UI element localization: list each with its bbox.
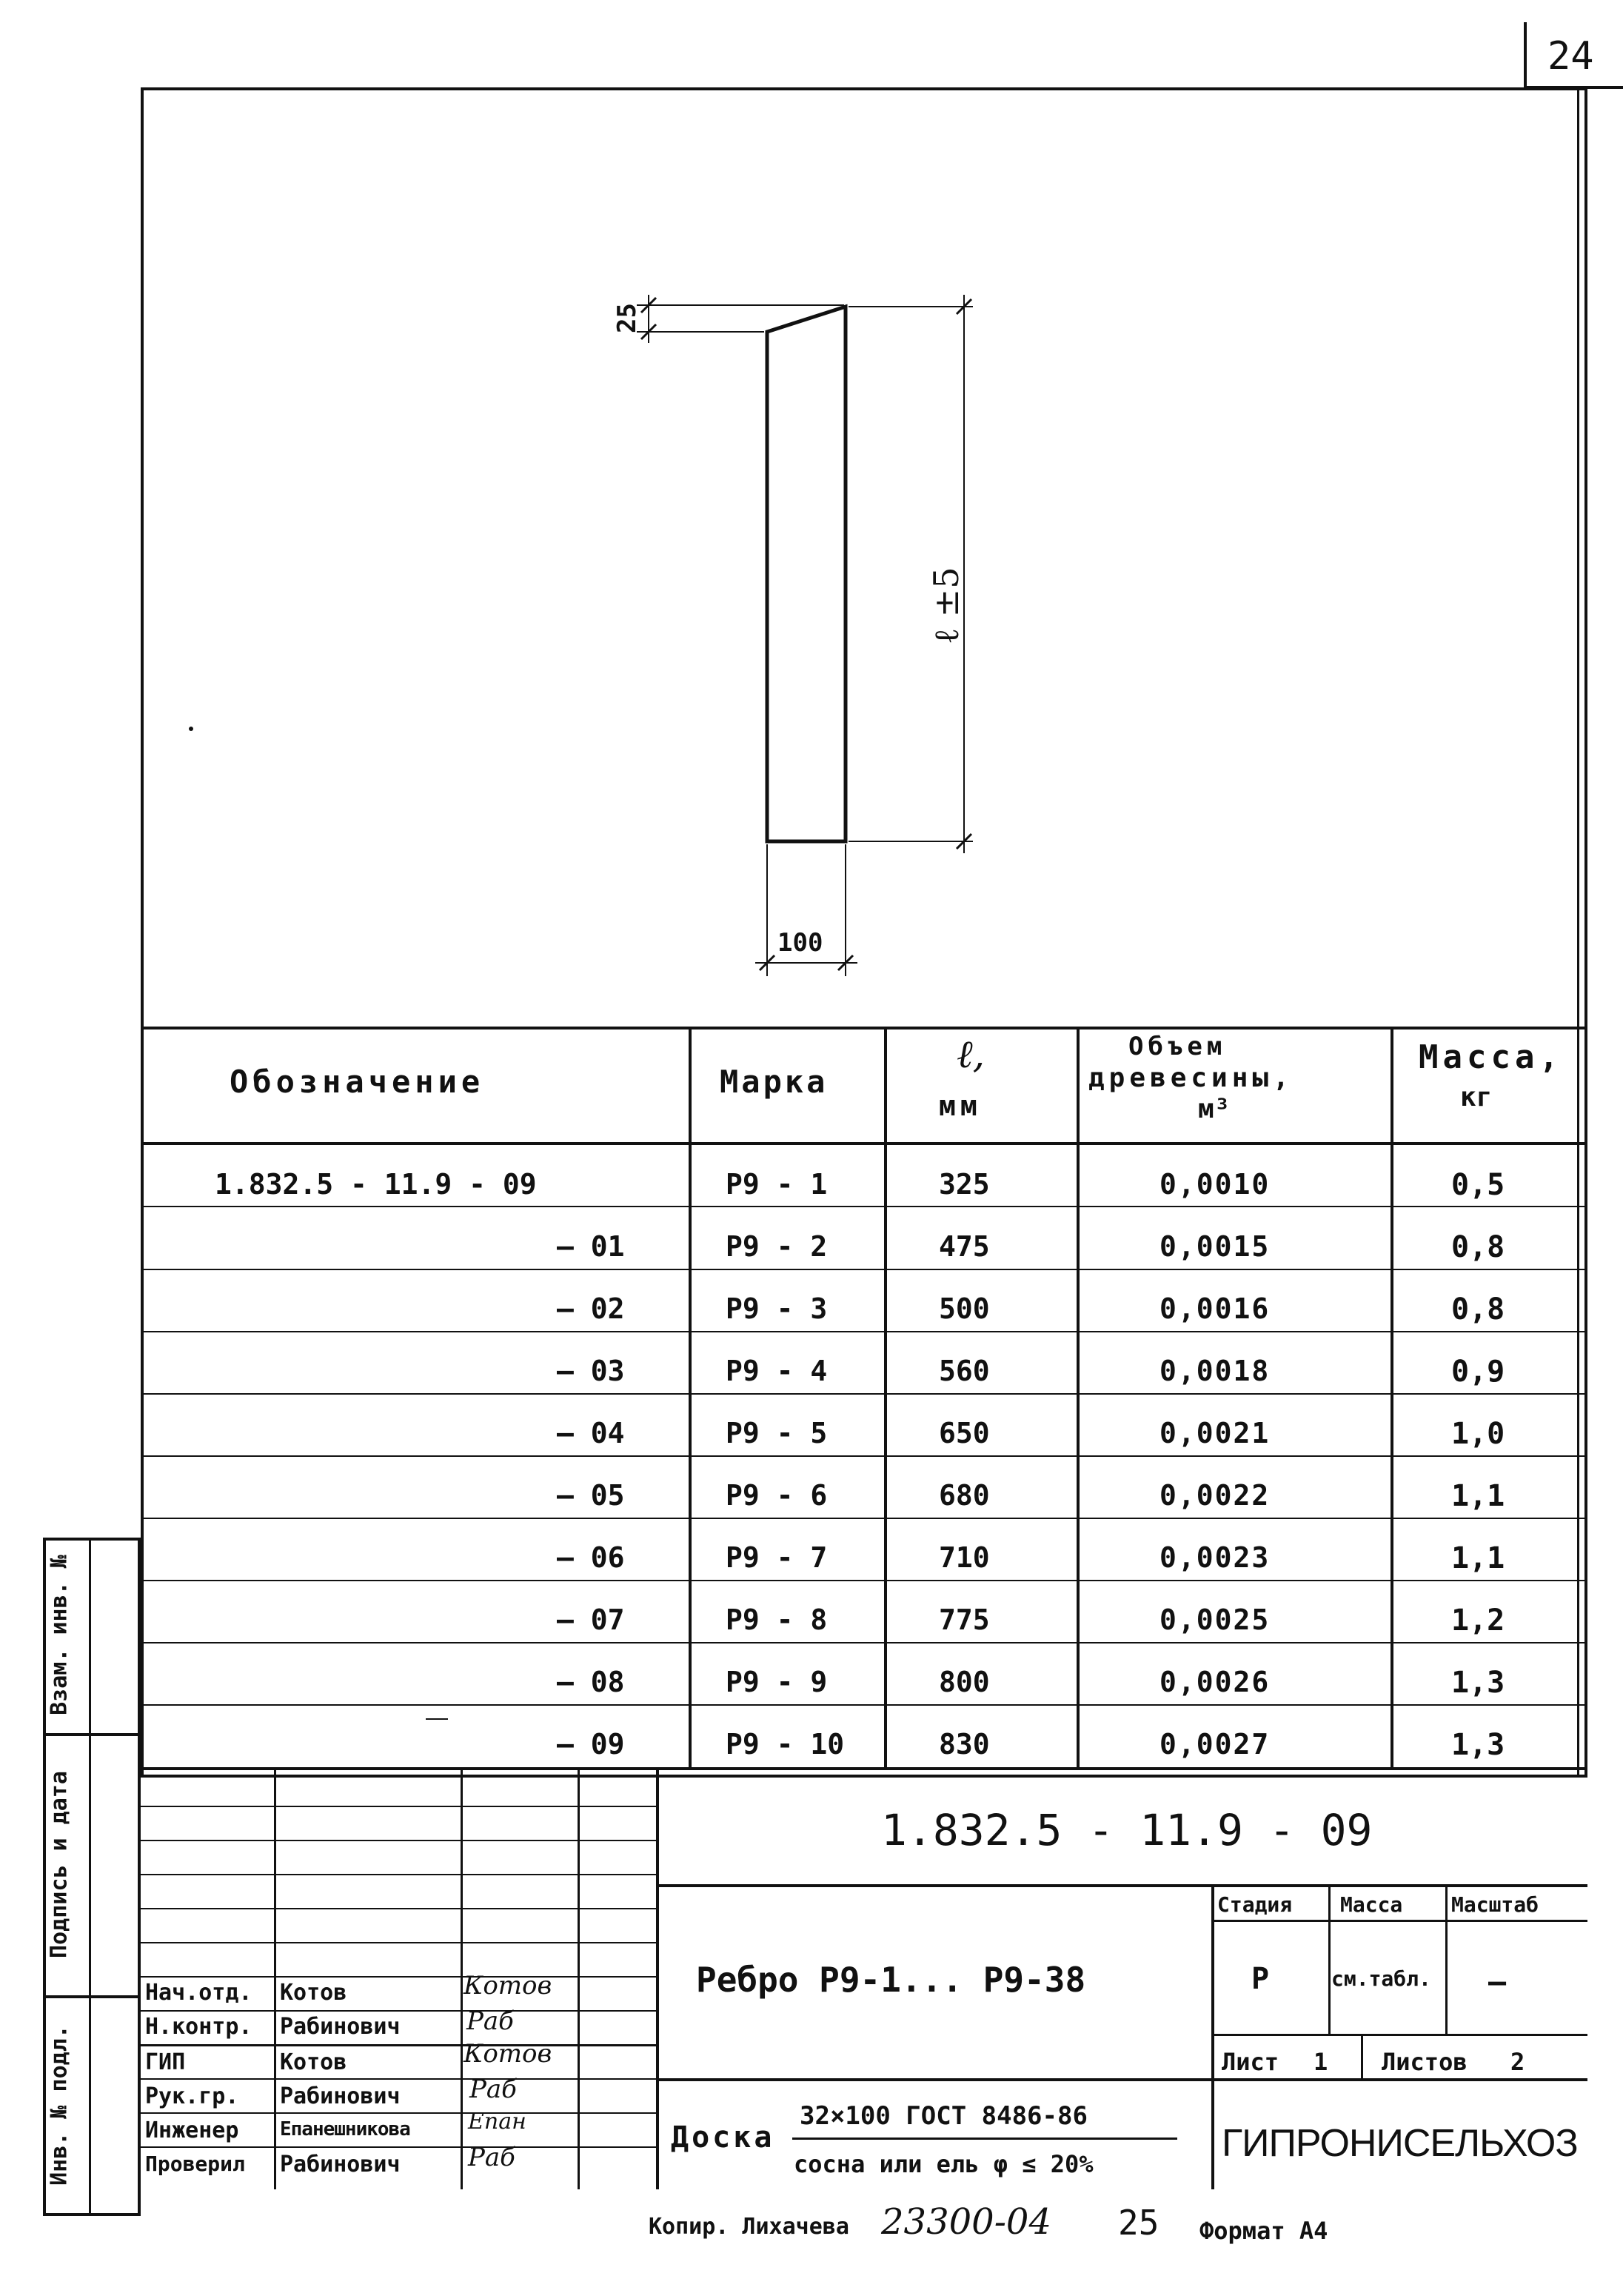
footer-doc-number: 23300-04 bbox=[881, 2201, 1051, 2243]
sheet-number-box-left bbox=[1524, 22, 1527, 89]
part-drawing bbox=[141, 87, 1587, 1028]
table-row-mass: 1,1 bbox=[1451, 1479, 1505, 1513]
table-row-mark: Р9 - 6 bbox=[726, 1479, 828, 1512]
table-row-designation: — 05 bbox=[557, 1479, 625, 1512]
table-row-volume: 0,0018 bbox=[1159, 1355, 1271, 1387]
signatory-signature: Епан bbox=[468, 2109, 526, 2135]
document-code: 1.832.5 - 11.9 - 09 bbox=[881, 1805, 1373, 1855]
sheet-value: 1 bbox=[1314, 2048, 1328, 2076]
table-row-designation: — 03 bbox=[557, 1355, 625, 1387]
table-row-volume: 0,0026 bbox=[1159, 1666, 1271, 1698]
header-mass-unit: кг bbox=[1460, 1082, 1493, 1112]
table-row-designation: — 08 bbox=[557, 1666, 625, 1698]
table-row-mass: 1,0 bbox=[1451, 1417, 1505, 1451]
table-row-designation: — 01 bbox=[557, 1230, 625, 1263]
table-row-designation: 1.832.5 - 11.9 - 09 bbox=[215, 1168, 537, 1201]
table-row-volume: 0,0025 bbox=[1159, 1603, 1271, 1636]
table-row-length: 800 bbox=[939, 1666, 990, 1698]
table-row-mark: Р9 - 8 bbox=[726, 1603, 828, 1636]
material-label: Доска bbox=[671, 2120, 775, 2155]
table-row-volume: 0,0016 bbox=[1159, 1292, 1271, 1325]
material-spec: 32×100 ГОСТ 8486-86 bbox=[800, 2101, 1088, 2131]
header-volume-unit: м³ bbox=[1198, 1094, 1231, 1124]
mass-label: Масса bbox=[1340, 1892, 1403, 1917]
table-row-volume: 0,0021 bbox=[1159, 1417, 1271, 1449]
dim-top-label: 25 bbox=[612, 303, 642, 333]
table-row-mass: 0,9 bbox=[1451, 1355, 1505, 1389]
table-row-volume: 0,0022 bbox=[1159, 1479, 1271, 1512]
signatory-signature: Раб bbox=[466, 2006, 514, 2036]
table-row-length: 650 bbox=[939, 1417, 990, 1449]
header-mark: Марка bbox=[720, 1064, 829, 1100]
table-row-mass: 0,5 bbox=[1451, 1168, 1505, 1202]
table-row-mark: Р9 - 1 bbox=[726, 1168, 828, 1201]
signatory-role: Инженер bbox=[145, 2118, 239, 2143]
signatory-name: Рабинович bbox=[280, 2083, 401, 2109]
signatory-role: Нач.отд. bbox=[145, 1980, 252, 2006]
dim-length-label: ℓ ±5 bbox=[926, 567, 966, 644]
signatory-name: Котов bbox=[280, 2049, 347, 2075]
table-row-mass: 0,8 bbox=[1451, 1292, 1505, 1326]
stage-value: Р bbox=[1251, 1962, 1270, 1996]
signatory-signature: Раб bbox=[469, 2075, 517, 2104]
table-row-length: 775 bbox=[939, 1603, 990, 1636]
table-row-length: 325 bbox=[939, 1168, 990, 1201]
table-row-length: 830 bbox=[939, 1728, 990, 1761]
table-row-mark: Р9 - 10 bbox=[726, 1728, 845, 1761]
sheets-value: 2 bbox=[1510, 2048, 1525, 2076]
organization-name: ГИПРОНИСЕЛЬХОЗ bbox=[1222, 2122, 1578, 2165]
table-row-length: 710 bbox=[939, 1541, 990, 1574]
table-row-mark: Р9 - 7 bbox=[726, 1541, 828, 1574]
table-row-length: 475 bbox=[939, 1230, 990, 1263]
signatory-role: Проверил bbox=[145, 2152, 245, 2176]
table-row-mark: Р9 - 4 bbox=[726, 1355, 828, 1387]
table-row-length: 680 bbox=[939, 1479, 990, 1512]
table-row-mass: 1,3 bbox=[1451, 1666, 1505, 1700]
table-row-designation: — 06 bbox=[557, 1541, 625, 1574]
signatory-name: Рабинович bbox=[280, 2014, 401, 2040]
header-length-symbol: ℓ, bbox=[957, 1032, 985, 1077]
table-row-volume: 0,0015 bbox=[1159, 1230, 1271, 1263]
table-row-designation: — 07 bbox=[557, 1603, 625, 1636]
material-species: сосна или ель φ ≤ 20% bbox=[794, 2150, 1094, 2178]
sheet-label: Лист bbox=[1222, 2048, 1279, 2076]
table-row-mass: 1,1 bbox=[1451, 1541, 1505, 1575]
table-row-mass: 1,2 bbox=[1451, 1603, 1505, 1638]
spec-table bbox=[141, 1027, 1587, 1778]
header-designation: Обозначение bbox=[230, 1064, 485, 1100]
footer-copied-by: Копир. Лихачева bbox=[649, 2214, 849, 2240]
scale-value: — bbox=[1488, 1965, 1507, 1999]
table-row-length: 500 bbox=[939, 1292, 990, 1325]
table-dash-mark bbox=[426, 1718, 448, 1720]
table-row-mark: Р9 - 5 bbox=[726, 1417, 828, 1449]
signatory-signature: Раб bbox=[468, 2143, 515, 2172]
header-volume-line1: Объем bbox=[1128, 1032, 1227, 1061]
dim-width-label: 100 bbox=[777, 928, 823, 958]
signatory-name: Епанешникова bbox=[280, 2118, 410, 2140]
table-row-mark: Р9 - 2 bbox=[726, 1230, 828, 1263]
signatory-signature: Котов bbox=[464, 2039, 552, 2069]
side-stamp-inv-original: Инв. № подл. bbox=[46, 2025, 73, 2186]
table-row-length: 560 bbox=[939, 1355, 990, 1387]
sheet-number: 24 bbox=[1547, 34, 1594, 79]
table-row-volume: 0,0010 bbox=[1159, 1168, 1271, 1201]
signatory-role: ГИП bbox=[145, 2049, 186, 2075]
header-mass: Масса, bbox=[1419, 1038, 1563, 1076]
table-row-mass: 0,8 bbox=[1451, 1230, 1505, 1264]
footer-format: Формат А4 bbox=[1199, 2217, 1328, 2245]
signatory-role: Рук.гр. bbox=[145, 2083, 239, 2109]
sheets-label: Листов bbox=[1382, 2048, 1468, 2076]
table-row-mass: 1,3 bbox=[1451, 1728, 1505, 1762]
table-row-volume: 0,0027 bbox=[1159, 1728, 1271, 1761]
table-row-designation: — 04 bbox=[557, 1417, 625, 1449]
table-row-designation: — 02 bbox=[557, 1292, 625, 1325]
document-title: Ребро Р9-1... Р9-38 bbox=[696, 1960, 1086, 2000]
stage-label: Стадия bbox=[1217, 1892, 1293, 1917]
signatory-role: Н.контр. bbox=[145, 2014, 252, 2040]
side-stamp-replacement-inv: Взам. инв. № bbox=[46, 1555, 73, 1715]
scale-label: Масштаб bbox=[1451, 1892, 1539, 1917]
footer-page: 25 bbox=[1118, 2203, 1159, 2243]
side-stamp-signature-date: Подпись и дата bbox=[46, 1771, 73, 1958]
header-length-unit: мм bbox=[939, 1089, 982, 1122]
signatory-name: Котов bbox=[280, 1980, 347, 2006]
mass-value: см.табл. bbox=[1331, 1966, 1431, 1991]
header-volume-line2: древесины, bbox=[1088, 1063, 1294, 1093]
table-row-volume: 0,0023 bbox=[1159, 1541, 1271, 1574]
table-row-mark: Р9 - 9 bbox=[726, 1666, 828, 1698]
table-row-mark: Р9 - 3 bbox=[726, 1292, 828, 1325]
material-divider bbox=[792, 2138, 1177, 2140]
signatory-name: Рабинович bbox=[280, 2152, 401, 2177]
table-row-designation: — 09 bbox=[557, 1728, 625, 1761]
signatory-signature: Котов bbox=[464, 1971, 552, 2000]
